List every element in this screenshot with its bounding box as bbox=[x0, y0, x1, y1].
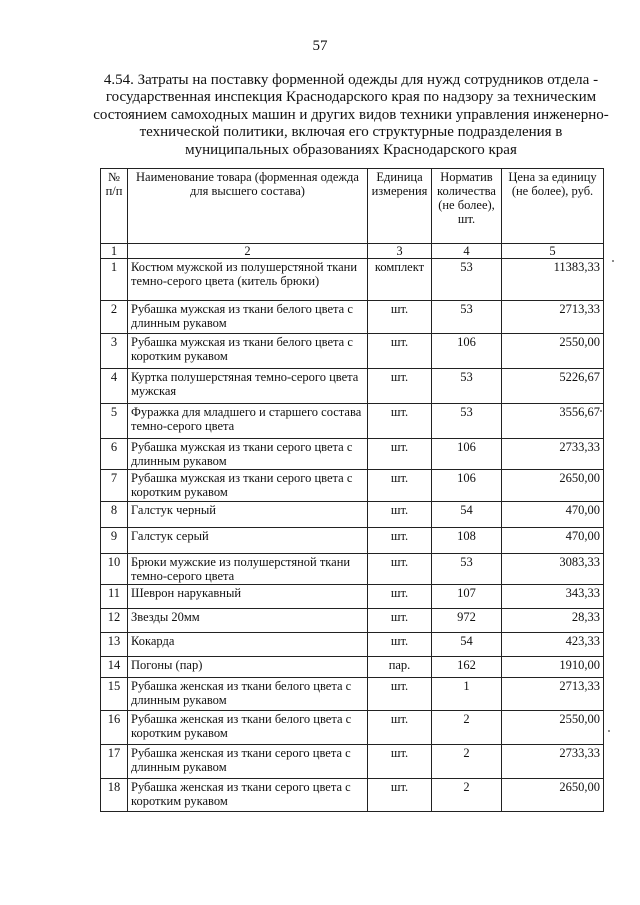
unit-price: 2650,00 bbox=[502, 779, 604, 812]
unit-of-measure: шт. bbox=[368, 439, 432, 470]
table-row bbox=[101, 779, 604, 812]
quantity-norm: 2 bbox=[432, 779, 502, 812]
unit-price: 2550,00 bbox=[502, 711, 604, 745]
item-name: Фуражка для младшего и старшего состава темно-серого цвета bbox=[128, 404, 368, 439]
item-name: Рубашка мужская из ткани белого цвета с коротким рукавом bbox=[128, 334, 368, 369]
quantity-norm: 972 bbox=[432, 609, 502, 633]
header-number: № п/п bbox=[101, 169, 128, 244]
row-number: 17 bbox=[101, 745, 128, 779]
row-number: 14 bbox=[101, 657, 128, 678]
header-unit: Единица измерения bbox=[368, 169, 432, 244]
unit-price: 470,00 bbox=[502, 528, 604, 554]
row-number: 5 bbox=[101, 404, 128, 439]
item-name: Кокарда bbox=[128, 633, 368, 657]
table-row bbox=[101, 502, 604, 528]
unit-of-measure: шт. bbox=[368, 470, 432, 502]
quantity-norm: 54 bbox=[432, 633, 502, 657]
row-number: 18 bbox=[101, 779, 128, 812]
quantity-norm: 1 bbox=[432, 678, 502, 711]
column-number: 3 bbox=[368, 244, 432, 259]
quantity-norm: 106 bbox=[432, 439, 502, 470]
unit-price: 2713,33 bbox=[502, 301, 604, 334]
unit-price: 2733,33 bbox=[502, 439, 604, 470]
table-row bbox=[101, 711, 604, 745]
item-name: Рубашка женская из ткани серого цвета с коротким рукавом bbox=[128, 779, 368, 812]
quantity-norm: 53 bbox=[432, 259, 502, 301]
unit-of-measure: шт. bbox=[368, 528, 432, 554]
unit-of-measure: шт. bbox=[368, 745, 432, 779]
row-number: 9 bbox=[101, 528, 128, 554]
quantity-norm: 2 bbox=[432, 745, 502, 779]
row-number: 2 bbox=[101, 301, 128, 334]
unit-of-measure: пар. bbox=[368, 657, 432, 678]
unit-of-measure: шт. bbox=[368, 369, 432, 404]
table-row bbox=[101, 404, 604, 439]
item-name: Костюм мужской из полушерстяной ткани темно-серого цвета (китель брюки) bbox=[128, 259, 368, 301]
header-unit-price: Цена за единицу (не более), руб. bbox=[502, 169, 604, 244]
item-name: Рубашка женская из ткани серого цвета с длинным рукавом bbox=[128, 745, 368, 779]
unit-of-measure: шт. bbox=[368, 585, 432, 609]
item-name: Шеврон нарукавный bbox=[128, 585, 368, 609]
unit-price: 423,33 bbox=[502, 633, 604, 657]
quantity-norm: 53 bbox=[432, 301, 502, 334]
quantity-norm: 106 bbox=[432, 470, 502, 502]
quantity-norm: 53 bbox=[432, 404, 502, 439]
quantity-norm: 106 bbox=[432, 334, 502, 369]
unit-of-measure: шт. bbox=[368, 711, 432, 745]
table-row bbox=[101, 528, 604, 554]
quantity-norm: 54 bbox=[432, 502, 502, 528]
unit-of-measure: комплект bbox=[368, 259, 432, 301]
row-number: 7 bbox=[101, 470, 128, 502]
quantity-norm: 108 bbox=[432, 528, 502, 554]
row-number: 12 bbox=[101, 609, 128, 633]
table-row bbox=[101, 745, 604, 779]
row-number: 15 bbox=[101, 678, 128, 711]
row-number: 6 bbox=[101, 439, 128, 470]
item-name: Звезды 20мм bbox=[128, 609, 368, 633]
unit-price: 3556,67 bbox=[502, 404, 604, 439]
item-name: Погоны (пар) bbox=[128, 657, 368, 678]
scan-speck bbox=[612, 260, 614, 262]
table-header-row bbox=[101, 169, 604, 244]
table-row bbox=[101, 678, 604, 711]
item-name: Галстук черный bbox=[128, 502, 368, 528]
item-name: Рубашка женская из ткани белого цвета с длинным рукавом bbox=[128, 678, 368, 711]
row-number: 13 bbox=[101, 633, 128, 657]
row-number: 3 bbox=[101, 334, 128, 369]
unit-of-measure: шт. bbox=[368, 633, 432, 657]
quantity-norm: 162 bbox=[432, 657, 502, 678]
item-name: Куртка полушерстяная темно-серого цвета мужская bbox=[128, 369, 368, 404]
table-row bbox=[101, 609, 604, 633]
unit-of-measure: шт. bbox=[368, 779, 432, 812]
table-row bbox=[101, 633, 604, 657]
unit-of-measure: шт. bbox=[368, 334, 432, 369]
unit-price: 11383,33 bbox=[502, 259, 604, 301]
table-row bbox=[101, 369, 604, 404]
row-number: 16 bbox=[101, 711, 128, 745]
unit-of-measure: шт. bbox=[368, 301, 432, 334]
unit-of-measure: шт. bbox=[368, 554, 432, 585]
quantity-norm: 2 bbox=[432, 711, 502, 745]
unit-price: 2550,00 bbox=[502, 334, 604, 369]
column-number: 2 bbox=[128, 244, 368, 259]
row-number: 1 bbox=[101, 259, 128, 301]
unit-of-measure: шт. bbox=[368, 502, 432, 528]
item-name: Брюки мужские из полушерстяной ткани темно-серого цвета bbox=[128, 554, 368, 585]
column-number-row bbox=[101, 244, 604, 259]
table-row bbox=[101, 470, 604, 502]
unit-of-measure: шт. bbox=[368, 609, 432, 633]
table-row bbox=[101, 439, 604, 470]
table-row bbox=[101, 585, 604, 609]
table-row bbox=[101, 301, 604, 334]
unit-price: 5226,67 bbox=[502, 369, 604, 404]
table-row bbox=[101, 259, 604, 301]
table-row bbox=[101, 554, 604, 585]
quantity-norm: 107 bbox=[432, 585, 502, 609]
unit-price: 28,33 bbox=[502, 609, 604, 633]
unit-price: 343,33 bbox=[502, 585, 604, 609]
item-name: Рубашка мужская из ткани серого цвета с длинным рукавом bbox=[128, 439, 368, 470]
item-name: Рубашка мужская из ткани серого цвета с коротким рукавом bbox=[128, 470, 368, 502]
unit-of-measure: шт. bbox=[368, 678, 432, 711]
row-number: 10 bbox=[101, 554, 128, 585]
row-number: 11 bbox=[101, 585, 128, 609]
scan-speck bbox=[600, 410, 602, 412]
page-number: 57 bbox=[312, 38, 328, 54]
table-row bbox=[101, 657, 604, 678]
scan-speck bbox=[608, 730, 610, 732]
section-heading: 4.54. Затраты на поставку форменной одежды для нужд сотрудников отдела - государственная инспекция Краснодарского края по надзору за техническим состоянием самоходных машин и других видов техники управления инженерно-технической политики, включая его структурные подразделения в муниципальных образованиях Краснодарского края bbox=[93, 72, 609, 158]
column-number: 4 bbox=[432, 244, 502, 259]
item-name: Рубашка женская из ткани белого цвета с коротким рукавом bbox=[128, 711, 368, 745]
header-item-name: Наименование товара (форменная одежда для высшего состава) bbox=[128, 169, 368, 244]
quantity-norm: 53 bbox=[432, 554, 502, 585]
uniform-costs-table bbox=[100, 168, 604, 812]
header-quantity-norm: Норматив количества (не более), шт. bbox=[432, 169, 502, 244]
table-body bbox=[101, 259, 604, 812]
unit-price: 2733,33 bbox=[502, 745, 604, 779]
column-number: 5 bbox=[502, 244, 604, 259]
unit-price: 3083,33 bbox=[502, 554, 604, 585]
row-number: 4 bbox=[101, 369, 128, 404]
unit-price: 2650,00 bbox=[502, 470, 604, 502]
item-name: Рубашка мужская из ткани белого цвета с длинным рукавом bbox=[128, 301, 368, 334]
unit-price: 470,00 bbox=[502, 502, 604, 528]
unit-price: 1910,00 bbox=[502, 657, 604, 678]
table-row bbox=[101, 334, 604, 369]
item-name: Галстук серый bbox=[128, 528, 368, 554]
column-number: 1 bbox=[101, 244, 128, 259]
quantity-norm: 53 bbox=[432, 369, 502, 404]
unit-of-measure: шт. bbox=[368, 404, 432, 439]
unit-price: 2713,33 bbox=[502, 678, 604, 711]
row-number: 8 bbox=[101, 502, 128, 528]
